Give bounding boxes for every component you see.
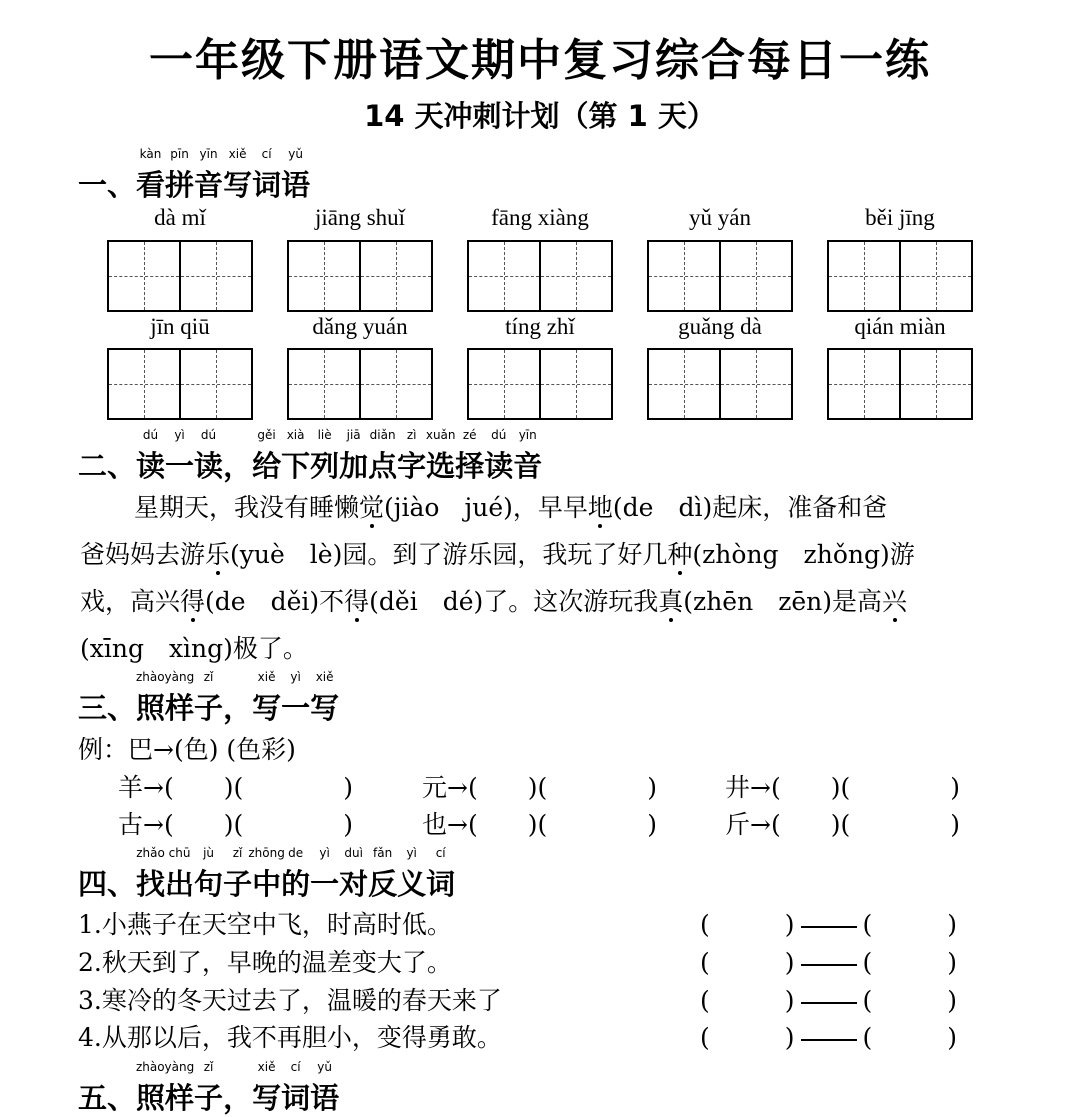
title-char: 对 duì [339, 846, 369, 901]
title-char: 语 yǔ [310, 1060, 340, 1115]
fill-item[interactable]: 斤→( )( ) [725, 810, 960, 839]
title-char: 选 xuǎn [425, 428, 456, 483]
title-char: 给 gěi [252, 428, 282, 483]
pinyin-word: běi jīng [865, 205, 935, 230]
pinyin-annotation: xià [286, 428, 305, 442]
section-title [136, 428, 543, 483]
pinyin-word: guǎng dà [678, 314, 762, 339]
dotted-char: 地 [587, 493, 613, 522]
page-title: 一年级下册语文期中复习综合每日一练 [149, 35, 931, 86]
pinyin-annotation: yǔ [317, 1060, 332, 1074]
pinyin-annotation: jù [203, 846, 215, 860]
pinyin-annotation: jiā [346, 428, 361, 442]
tianzige-box[interactable] [647, 240, 793, 312]
pinyin-annotation: dú [142, 428, 159, 442]
pinyin-annotation: zhàoyàng [135, 670, 195, 684]
pinyin-annotation: yì [174, 428, 185, 442]
pinyin-word: jiāng shuǐ [314, 205, 406, 230]
section-number: 三、 [78, 691, 137, 725]
dotted-char: 乐 [205, 540, 231, 569]
section-number: 四、 [78, 867, 137, 901]
pinyin-word: qián miàn [854, 314, 946, 339]
tianzige-box[interactable] [107, 240, 253, 312]
title-char: ， [223, 449, 253, 483]
tianzige-box[interactable] [827, 348, 973, 420]
pinyin-annotation: cí [261, 147, 272, 161]
pinyin-annotation: pīn [170, 147, 189, 161]
title-char: ， [223, 691, 253, 725]
title-char: 照 zhàoyàng [135, 1060, 195, 1115]
pinyin-annotation: xiě [228, 147, 247, 161]
pinyin-annotation: kàn [139, 147, 162, 161]
pinyin-annotation: zǐ [232, 846, 243, 860]
title-char: 找 zhǎo [136, 846, 166, 901]
pinyin-annotation: yì [290, 670, 301, 684]
title-char: 读 dú [194, 428, 224, 483]
title-char: 词 cí [281, 1060, 311, 1115]
title-char: 看 kàn [136, 147, 166, 202]
pinyin-annotation: zǐ [203, 1060, 214, 1074]
passage-line: (xīng xìng)极了。 [80, 634, 308, 663]
pinyin-annotation: zì [406, 428, 417, 442]
tianzige-box[interactable] [287, 240, 433, 312]
fill-item[interactable]: 古→( )( ) [118, 810, 353, 839]
title-char: 读 dú [484, 428, 514, 483]
title-char: 义 yì [397, 846, 427, 901]
tianzige-box[interactable] [647, 348, 793, 420]
pinyin-word: jīn qiū [150, 314, 210, 339]
title-char: 下 xià [281, 428, 311, 483]
pinyin-annotation: xuǎn [425, 428, 456, 442]
pinyin-annotation: zhǎo [136, 846, 165, 860]
title-char: 样 [165, 691, 195, 725]
title-char: 列 liè [310, 428, 340, 483]
title-char: 子 zǐ [194, 1060, 224, 1115]
title-char: 点 diǎn [368, 428, 398, 483]
section-1-heading [78, 147, 311, 204]
title-char: 写 xiě [252, 670, 282, 725]
pinyin-annotation: chū [168, 846, 191, 860]
pinyin-annotation: yīn [518, 428, 537, 442]
pinyin-annotation: yǔ [288, 147, 303, 161]
title-char: 读 dú [136, 428, 166, 483]
title-char: 一 yì [310, 846, 340, 901]
pinyin-annotation: dú [491, 428, 507, 442]
pinyin-annotation: yīn [199, 147, 218, 161]
tianzige-box[interactable] [287, 348, 433, 420]
pinyin-annotation: de [288, 846, 304, 860]
pinyin-annotation: cí [435, 846, 446, 860]
page-subtitle: 14 天冲刺计划（第 1 天） [364, 99, 716, 133]
passage-line: 戏，高兴得(de děi)不得(děi dé)了。这次游玩我真(zhēn zēn)是高兴 [80, 587, 908, 616]
section-5-heading [78, 1060, 340, 1117]
sentence: 4.从那以后，我不再胆小，变得勇敢。 [78, 1023, 502, 1052]
title-char: 子 zǐ [194, 670, 224, 725]
section-title [135, 670, 340, 725]
antonym-answer[interactable]: ( ) ( ) [700, 1023, 958, 1052]
title-char: 写 xiě [310, 670, 340, 725]
pinyin-annotation: xiě [257, 670, 276, 684]
title-char: 一 yì [281, 670, 311, 725]
tianzige-box[interactable] [107, 348, 253, 420]
title-char: 写 xiě [223, 147, 253, 202]
section-number: 二、 [78, 449, 137, 483]
passage-line: 星期天，我没有睡懒觉(jiào jué)，早早地(de dì)起床，准备和爸 [134, 493, 888, 522]
title-char: 一 yì [165, 428, 195, 483]
pinyin-annotation: liè [317, 428, 332, 442]
pinyin-annotation: xiě [315, 670, 334, 684]
title-char: 照 zhàoyàng [135, 670, 195, 725]
pinyin-annotation: dú [200, 428, 217, 442]
pinyin-annotation: zhàoyàng [135, 1060, 195, 1074]
title-char: 择 zé [455, 428, 485, 483]
antonym-answer[interactable]: ( ) ( ) [700, 948, 958, 977]
title-char: 写 xiě [252, 1060, 282, 1115]
dotted-char: 兴 [882, 587, 908, 616]
pinyin-annotation: xiě [257, 1060, 276, 1074]
pinyin-annotation: yì [319, 846, 330, 860]
pinyin-annotation: fǎn [373, 846, 393, 860]
fill-item[interactable]: 元→( )( ) [422, 773, 657, 802]
pinyin-annotation: yì [406, 846, 417, 860]
dotted-char: 真 [658, 587, 684, 616]
section-2-heading [78, 428, 543, 485]
title-char: 音 yīn [194, 147, 224, 202]
fill-item[interactable]: 羊→( )( ) [118, 773, 353, 802]
sentence: 3.寒冷的冬天过去了，温暖的春天来了 [78, 986, 502, 1015]
section-title [136, 147, 311, 202]
title-char: 音 yīn [513, 428, 543, 483]
tianzige-box[interactable] [467, 240, 613, 312]
title-char: 加 jiā [339, 428, 369, 483]
title-char: 反 fǎn [368, 846, 398, 901]
section-title [135, 1060, 340, 1115]
title-char: 的 de [281, 846, 311, 901]
title-char: 词 cí [252, 147, 282, 202]
pinyin-annotation: duì [344, 846, 363, 860]
pinyin-word: dǎng yuán [312, 314, 408, 339]
pinyin-word: fāng xiàng [491, 205, 589, 230]
pinyin-word: yǔ yán [689, 205, 751, 230]
section-number: 五、 [78, 1081, 137, 1115]
antonym-answer[interactable]: ( ) ( ) [700, 910, 958, 939]
fill-item[interactable]: 井→( )( ) [725, 773, 960, 802]
pinyin-annotation: zé [462, 428, 477, 442]
title-char: 样 [165, 1081, 195, 1115]
section-3-heading [78, 670, 340, 727]
title-char: 语 yǔ [281, 147, 311, 202]
sentence: 1.小燕子在天空中飞，时高时低。 [78, 910, 452, 939]
title-char: 子 zǐ [223, 846, 253, 901]
pinyin-annotation: diǎn [369, 428, 396, 442]
example-line: 例：巴→(色) (色彩) [78, 735, 296, 764]
pinyin-annotation: gěi [257, 428, 276, 442]
passage-line: 爸妈妈去游乐(yuè lè)园。到了游乐园，我玩了好几种(zhòng zhǒng)游 [80, 540, 915, 569]
sentence: 2.秋天到了，早晚的温差变大了。 [78, 948, 452, 977]
pinyin-annotation: zǐ [203, 670, 214, 684]
title-char: 词 cí [426, 846, 456, 901]
title-char: 中 zhōng [248, 846, 285, 901]
section-4-heading [78, 846, 456, 903]
fill-item[interactable]: 也→( )( ) [422, 810, 657, 839]
title-char: 句 jù [194, 846, 224, 901]
title-char: ， [223, 1081, 253, 1115]
title-char: 拼 pīn [165, 147, 195, 202]
antonym-answer[interactable]: ( ) ( ) [700, 986, 958, 1015]
tianzige-box[interactable] [827, 240, 973, 312]
dotted-char: 得 [180, 587, 206, 616]
pinyin-annotation: cí [290, 1060, 301, 1074]
section-number: 一、 [78, 168, 137, 202]
title-char: 出 chū [165, 846, 195, 901]
dotted-char: 种 [667, 540, 693, 569]
title-char: 字 zì [397, 428, 427, 483]
pinyin-word: dà mǐ [154, 205, 206, 230]
pinyin-annotation: zhōng [248, 846, 285, 860]
dotted-char: 觉 [359, 493, 385, 522]
dotted-char: 得 [344, 587, 370, 616]
section-title [136, 846, 456, 901]
tianzige-box[interactable] [467, 348, 613, 420]
pinyin-word: tíng zhǐ [505, 314, 575, 339]
